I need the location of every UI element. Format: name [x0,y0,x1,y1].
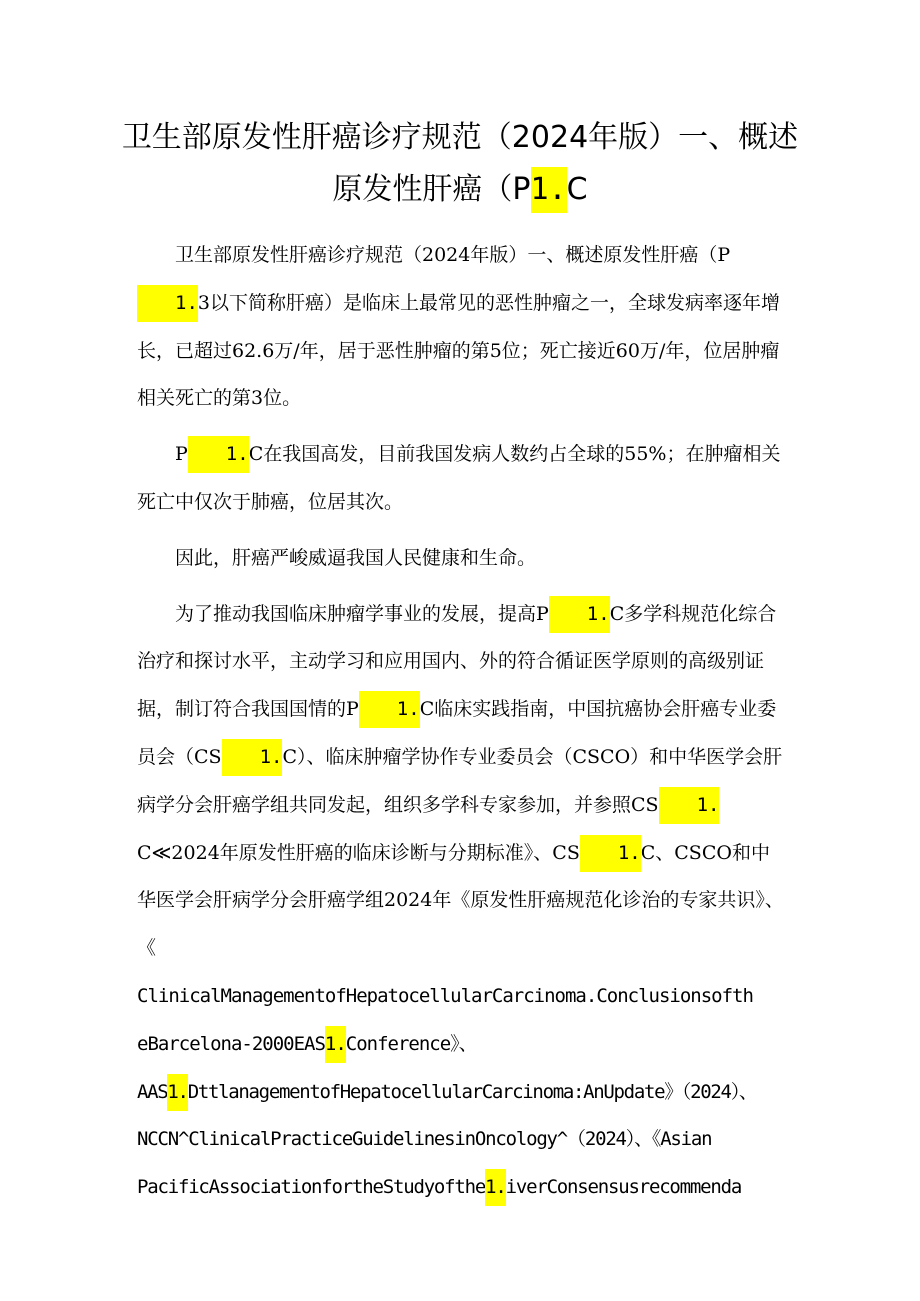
english-text: eBarcelona-2000EAS [137,1032,325,1055]
document-title [100,112,820,216]
highlight-mark: 1. [137,285,198,322]
paragraph-4-english-line-3 [137,1021,787,1069]
english-text: PacificAssociationfortheStudyofthe [137,1176,486,1199]
paragraph-4-text-1: 为了推动我国临床肿瘤学事业的发展，提高P [175,602,549,625]
paragraph-4-text-6: C、CSCO和中华医学会肝病学分会肝癌学组2024年《原发性肝癌规范化诊治的专家共识》、《 [137,841,784,960]
highlight-mark: 1. [222,739,283,776]
paragraph-4-english-line-6 [137,1164,787,1212]
paragraph-4 [137,591,787,973]
highlight-mark: 1. [580,835,641,872]
document-body [137,232,787,1212]
paragraph-4-english-line-1: ClinicalManagementofHepatocellularCarcinoma.Conclusionsofth [137,984,753,1007]
title-line-2-start: 原发性肝癌（P [332,172,531,207]
highlight-mark: 1. [485,1169,505,1206]
paragraph-2-text-a: P [175,443,188,466]
paragraph-4-english-line-5: NCCN^ClinicalPracticeGuidelinesinOncology^（2024）、《Asian [137,1128,712,1151]
english-text: DttlanagementofHepatocellularCarcinoma:AnUpdate》（2024）、 [187,1080,757,1103]
highlight-mark: 1. [549,596,610,633]
english-text: iverConsensusrecommenda [505,1176,742,1199]
paragraph-1 [137,232,787,423]
paragraph-1-text-a: 卫生部原发性肝癌诊疗规范（2024年版）一、概述原发性肝癌（P [175,244,731,266]
title-line-2 [100,164,820,216]
paragraph-4-text-2: C多学科规范化综合治疗和探讨水平，主动学习和应用国内、外的符合循证医学原则的高级别证据，制订符合我国国情的P [137,602,777,721]
title-line-2-end: C [566,172,588,207]
english-text: AAS [137,1080,168,1103]
paragraph-2-text-b: C在我国高发，目前我国发病人数约占全球的55%；在肿瘤相关死亡中仅次于肺癌，位居其次。 [137,443,781,513]
paragraph-3: 因此，肝癌严峻威逼我国人民健康和生命。 [175,546,537,569]
highlight-mark: 1. [659,787,720,824]
paragraph-2 [137,431,787,527]
highlight-mark: 1. [188,436,249,473]
paragraph-1-text-b: 3以下简称肝癌）是临床上最常见的恶性肿瘤之一，全球发病率逐年增长，已超过62.6万/年，居于恶性肿瘤的第5位；死亡接近60万/年，位居肿瘤相关死亡的第3位。 [137,291,780,410]
title-line-1: 卫生部原发性肝癌诊疗规范（2024年版）一、概述 [121,120,799,155]
paragraph-4-text-5: C≪2024年原发性肝癌的临床诊断与分期标准》、CS [137,841,580,864]
highlight-mark: 1. [325,1026,346,1063]
highlight-mark: 1. [531,167,567,213]
highlight-mark: 1. [359,691,420,728]
paragraph-4-text-3: C临床实践指南，中国抗癌协会肝癌专业委员会（CS [137,698,777,768]
paragraph-4-text-4: C）、临床肿瘤学协作专业委员会（CSCO）和中华医学会肝病学分会肝癌学组共同发起，组织多学科专家参加，并参照CS [137,745,783,816]
paragraph-4-english-line-4 [137,1069,787,1117]
english-text: Conference》、 [345,1032,477,1055]
highlight-mark: 1. [167,1074,187,1111]
